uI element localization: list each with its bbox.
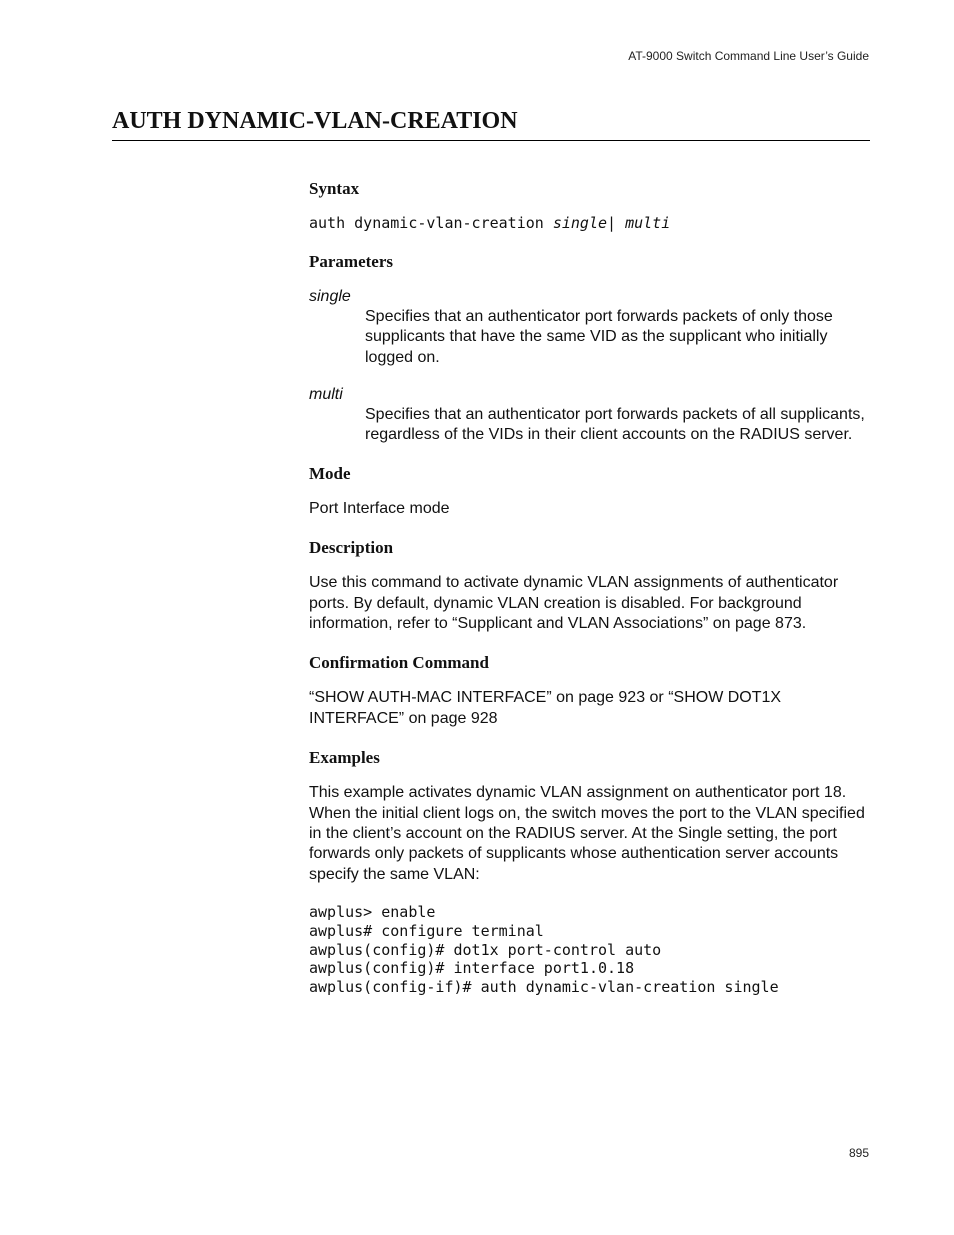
syntax-separator: | [607,214,617,232]
mode-text: Port Interface mode [309,499,450,517]
syntax-arg-single: single [552,214,608,232]
examples-text: This example activates dynamic VLAN assignment on authenticator port 18. When the initial client logs on, the switch moves the port to the VLAN specified in the client’s account on the RADIUS server. At the Single setting, the port forwards only packets of supplicants whose authentication server accounts specify the same VLAN: [309,784,865,883]
syntax-command-text: auth dynamic-vlan-creation [309,214,553,232]
description-text: Use this command to activate dynamic VLAN assignments of authenticator ports. By default, dynamic VLAN creation is disabled. For background information, refer to “Supplicant and VLAN Associations” on page 873. [309,574,839,632]
confirmation-heading: Confirmation Command [309,653,489,673]
description-heading: Description [309,538,394,558]
syntax-command [309,214,871,233]
mode-heading: Mode [309,463,351,483]
code-line: awplus(config)# dot1x port-control auto [309,940,662,959]
examples-heading: Examples [309,748,380,768]
code-line: awplus(config)# interface port1.0.18 [309,959,635,978]
code-line: awplus(config-if)# auth dynamic-vlan-creation single [309,978,779,997]
confirmation-text: “SHOW AUTH-MAC INTERFACE” on page 923 or “SHOW DOT1X INTERFACE” on page 928 [309,689,782,727]
content-column [309,178,871,1015]
syntax-heading: Syntax [309,179,360,198]
parameters-heading: Parameters [309,251,394,271]
example-code-block [309,903,871,997]
param-definition-single: Specifies that an authenticator port forwards packets of only those supplicants that have the same VID as the supplicant who initially logged on. [365,307,833,366]
param-definition-multi: Specifies that an authenticator port forwards packets of all supplicants, regardless of the VIDs in their client accounts on the RADIUS server. [365,405,865,444]
page-number: 895 [848,1146,869,1160]
code-line: awplus# configure terminal [309,921,544,940]
page-title: AUTH DYNAMIC-VLAN-CREATION [112,106,870,141]
param-term-single: single [309,287,351,305]
syntax-arg-multi: multi [616,214,671,232]
code-line: awplus> enable [309,903,436,922]
param-term-multi: multi [309,385,343,403]
running-header: AT-9000 Switch Command Line User’s Guide [628,49,869,63]
